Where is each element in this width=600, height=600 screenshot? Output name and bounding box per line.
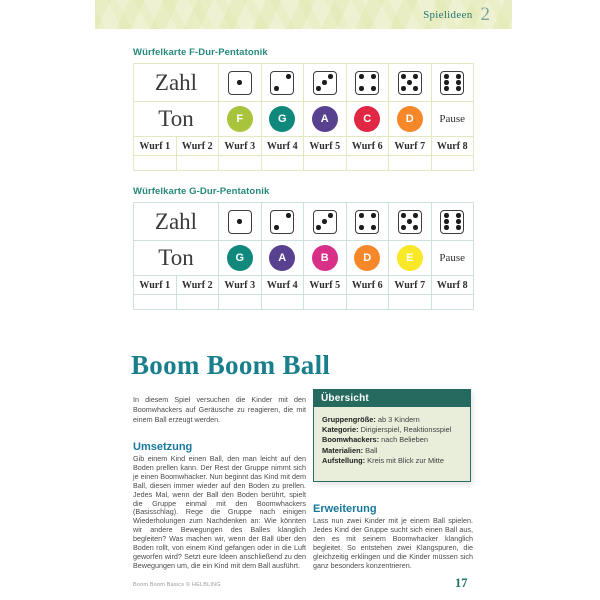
heading-erweiterung: Erweiterung xyxy=(313,503,377,515)
tone-cell xyxy=(389,241,432,276)
die-pip xyxy=(401,74,406,79)
tone-g-badge: G xyxy=(227,245,253,271)
die-pip xyxy=(413,225,418,230)
empty-cell xyxy=(262,295,305,310)
die-pip xyxy=(401,86,406,91)
die-pip xyxy=(359,225,364,230)
die-pip xyxy=(413,74,418,79)
empty-cell xyxy=(347,295,390,310)
tone-cell xyxy=(389,102,432,137)
pause-label: Pause xyxy=(439,252,466,264)
die-cell xyxy=(347,64,390,102)
overview-item xyxy=(322,456,462,466)
pause-label: Pause xyxy=(439,113,466,125)
tone-cell xyxy=(262,102,305,137)
wurf-cell xyxy=(347,276,390,295)
article-intro: In diesem Spiel versuchen die Kinder mit den Boomwhackers auf Geräusche zu reagieren, die mit einem Ball erzeugt werden. xyxy=(133,395,306,424)
die-pip xyxy=(456,74,461,79)
die-cell xyxy=(432,64,475,102)
die-1-icon xyxy=(228,210,252,234)
wurf-cell xyxy=(304,276,347,295)
overview-item-value: nach Belieben xyxy=(381,435,429,445)
die-pip xyxy=(322,80,327,85)
overview-item xyxy=(322,415,462,425)
tone-cell xyxy=(304,102,347,137)
die-2-icon xyxy=(270,71,294,95)
die-pip xyxy=(413,86,418,91)
overview-item xyxy=(322,446,462,456)
tone-d-badge: D xyxy=(397,106,423,132)
overview-item-value: Dirigierspiel, Reaktionsspiel xyxy=(360,425,452,435)
heading-umsetzung: Umsetzung xyxy=(133,441,193,453)
wurf-cell xyxy=(134,137,177,156)
empty-cell xyxy=(304,295,347,310)
overview-item-label: Gruppengröße: xyxy=(322,415,378,424)
die-pip xyxy=(286,213,291,218)
wurf-cell xyxy=(432,276,475,295)
die-cell xyxy=(389,64,432,102)
overview-item-value: Kreis mit Blick zur Mitte xyxy=(367,455,444,465)
die-pip xyxy=(328,74,333,79)
empty-cell xyxy=(432,295,475,310)
die-1-icon xyxy=(228,71,252,95)
die-pip xyxy=(444,225,449,230)
die-pip xyxy=(359,74,364,79)
tone-b-badge: B xyxy=(312,245,338,271)
text-umsetzung: Gib einem Kind einen Ball, den man leicht auf den Boden prellen kann. Der Rest der Gruppe nimmt sich je einen Boomwhacker. Nun beginnt das Kind mit dem Ball, diesen immer wieder auf den Boden zu prellen. Jedes Mal, wenn der Ball den Boden berührt, spielt die Gruppe einmal mit den Boomwhackers (Basisschlag). Rege die Gruppe nach einigen Wiederholungen zum Nachdenken an: Wie könnten wir andere Bewegungen des Balles klanglich begleiten? Was machen wir, wenn der Ball über den Boden rollt, von einem Kind gefangen oder in die Luft geworfen wird? Setzt eure Ideen anschließend zu den Bewegungen um, die ein Kind mit dem Ball ausführt. xyxy=(133,454,306,570)
zahl-label: Zahl xyxy=(154,208,198,234)
die-cell xyxy=(304,64,347,102)
empty-cell xyxy=(219,295,262,310)
empty-cell xyxy=(134,156,177,171)
die-pip xyxy=(444,80,449,85)
wurf-label: Wurf 8 xyxy=(436,140,468,152)
text-erweiterung: Lass nun zwei Kinder mit je einem Ball spielen. Jedes Kind der Gruppe sucht sich einen Ball aus, den es mit seinem Boomwhacker klanglich begleitet. So entstehen zwei Klangspuren, die gleichzeitig erklingen und die Kinder müssen sich ganz besonders konzentrieren. xyxy=(313,516,473,570)
wurf-label: Wurf 5 xyxy=(309,140,341,152)
die-4-icon xyxy=(355,71,379,95)
die-pip xyxy=(286,74,291,79)
table-title-g-dur: Würfelkarte G-Dur-Pentatonik xyxy=(133,186,270,197)
die-pip xyxy=(456,225,461,230)
die-pip xyxy=(371,74,376,79)
pause-cell xyxy=(432,102,475,137)
die-pip xyxy=(407,219,412,224)
die-pip xyxy=(274,225,279,230)
wurf-label: Wurf 1 xyxy=(139,140,171,152)
die-pip xyxy=(274,86,279,91)
ton-label-cell xyxy=(134,102,219,137)
footer-credit: Boom Boom Basics © HELBLING xyxy=(133,582,221,588)
wurf-label: Wurf 3 xyxy=(224,279,256,291)
tone-c-badge: C xyxy=(354,106,380,132)
die-cell xyxy=(262,203,305,241)
empty-cell xyxy=(177,295,220,310)
die-pip xyxy=(359,213,364,218)
wurf-label: Wurf 6 xyxy=(351,140,383,152)
die-pip xyxy=(371,213,376,218)
header-section-number: 2 xyxy=(480,4,490,25)
overview-box xyxy=(313,389,471,482)
die-pip xyxy=(444,213,449,218)
header-section-label: Spielideen xyxy=(423,8,473,21)
tone-cell xyxy=(219,102,262,137)
die-pip xyxy=(444,74,449,79)
die-5-icon xyxy=(398,71,422,95)
tone-a-badge: A xyxy=(269,245,295,271)
overview-title: Übersicht xyxy=(313,389,471,407)
tone-g-badge: G xyxy=(269,106,295,132)
pause-cell xyxy=(432,241,475,276)
tone-cell xyxy=(347,241,390,276)
zahl-label-cell xyxy=(134,203,219,241)
die-pip xyxy=(359,86,364,91)
die-pip xyxy=(456,213,461,218)
die-cell xyxy=(389,203,432,241)
wurf-label: Wurf 7 xyxy=(394,140,426,152)
die-pip xyxy=(371,86,376,91)
die-pip xyxy=(237,219,242,224)
wurf-cell xyxy=(389,137,432,156)
die-5-icon xyxy=(398,210,422,234)
die-pip xyxy=(316,225,321,230)
die-pip xyxy=(456,86,461,91)
ton-label-cell xyxy=(134,241,219,276)
dice-table-g-dur xyxy=(133,202,474,310)
overview-item-label: Aufstellung: xyxy=(322,455,368,465)
tone-e-badge: E xyxy=(397,245,423,271)
die-pip xyxy=(444,86,449,91)
wurf-cell xyxy=(177,137,220,156)
die-pip xyxy=(407,80,412,85)
die-pip xyxy=(456,80,461,85)
page-header-banner xyxy=(95,0,512,29)
die-cell xyxy=(347,203,390,241)
die-6-icon xyxy=(440,210,464,234)
wurf-cell xyxy=(389,276,432,295)
wurf-cell xyxy=(304,137,347,156)
die-4-icon xyxy=(355,210,379,234)
wurf-cell xyxy=(219,137,262,156)
die-pip xyxy=(444,219,449,224)
wurf-label: Wurf 4 xyxy=(266,279,298,291)
die-pip xyxy=(322,219,327,224)
overview-item-value: Ball xyxy=(365,445,378,455)
die-pip xyxy=(456,219,461,224)
wurf-label: Wurf 2 xyxy=(181,140,213,152)
tone-cell xyxy=(347,102,390,137)
empty-cell xyxy=(262,156,305,171)
overview-item-label: Kategorie: xyxy=(322,425,361,435)
die-cell xyxy=(304,203,347,241)
wurf-label: Wurf 5 xyxy=(309,279,341,291)
dice-table-f-dur xyxy=(133,63,474,171)
overview-item xyxy=(322,435,462,445)
overview-item xyxy=(322,425,462,435)
page-number: 17 xyxy=(455,576,468,590)
zahl-label-cell xyxy=(134,64,219,102)
wurf-cell xyxy=(177,276,220,295)
wurf-label: Wurf 4 xyxy=(266,140,298,152)
die-pip xyxy=(316,86,321,91)
wurf-label: Wurf 6 xyxy=(351,279,383,291)
empty-cell xyxy=(389,295,432,310)
wurf-cell xyxy=(219,276,262,295)
die-pip xyxy=(401,213,406,218)
die-pip xyxy=(413,213,418,218)
wurf-cell xyxy=(432,137,475,156)
wurf-label: Wurf 8 xyxy=(436,279,468,291)
zahl-label: Zahl xyxy=(154,69,198,95)
table-title-f-dur: Würfelkarte F-Dur-Pentatonik xyxy=(133,47,268,58)
overview-body xyxy=(313,407,471,482)
wurf-cell xyxy=(347,137,390,156)
die-pip xyxy=(401,225,406,230)
die-cell xyxy=(432,203,475,241)
overview-item-label: Boomwhackers: xyxy=(322,435,382,445)
empty-cell xyxy=(177,156,220,171)
empty-cell xyxy=(134,295,177,310)
die-3-icon xyxy=(313,210,337,234)
die-cell xyxy=(262,64,305,102)
die-cell xyxy=(219,203,262,241)
wurf-label: Wurf 2 xyxy=(181,279,213,291)
wurf-cell xyxy=(262,137,305,156)
wurf-label: Wurf 7 xyxy=(394,279,426,291)
die-pip xyxy=(328,213,333,218)
empty-cell xyxy=(389,156,432,171)
overview-item-value: ab 3 Kindern xyxy=(377,415,420,424)
empty-cell xyxy=(219,156,262,171)
die-cell xyxy=(219,64,262,102)
wurf-label: Wurf 1 xyxy=(139,279,171,291)
empty-cell xyxy=(347,156,390,171)
tone-cell xyxy=(219,241,262,276)
ton-label: Ton xyxy=(158,245,194,270)
die-2-icon xyxy=(270,210,294,234)
empty-cell xyxy=(432,156,475,171)
tone-f-badge: F xyxy=(227,106,253,132)
wurf-cell xyxy=(262,276,305,295)
die-pip xyxy=(237,80,242,85)
tone-cell xyxy=(262,241,305,276)
overview-item-label: Materialien: xyxy=(322,445,366,455)
wurf-label: Wurf 3 xyxy=(224,140,256,152)
tone-d-badge: D xyxy=(354,245,380,271)
ton-label: Ton xyxy=(158,106,194,131)
die-6-icon xyxy=(440,71,464,95)
die-3-icon xyxy=(313,71,337,95)
empty-cell xyxy=(304,156,347,171)
die-pip xyxy=(371,225,376,230)
tone-cell xyxy=(304,241,347,276)
article-title: Boom Boom Ball xyxy=(131,350,331,380)
tone-a-badge: A xyxy=(312,106,338,132)
wurf-cell xyxy=(134,276,177,295)
